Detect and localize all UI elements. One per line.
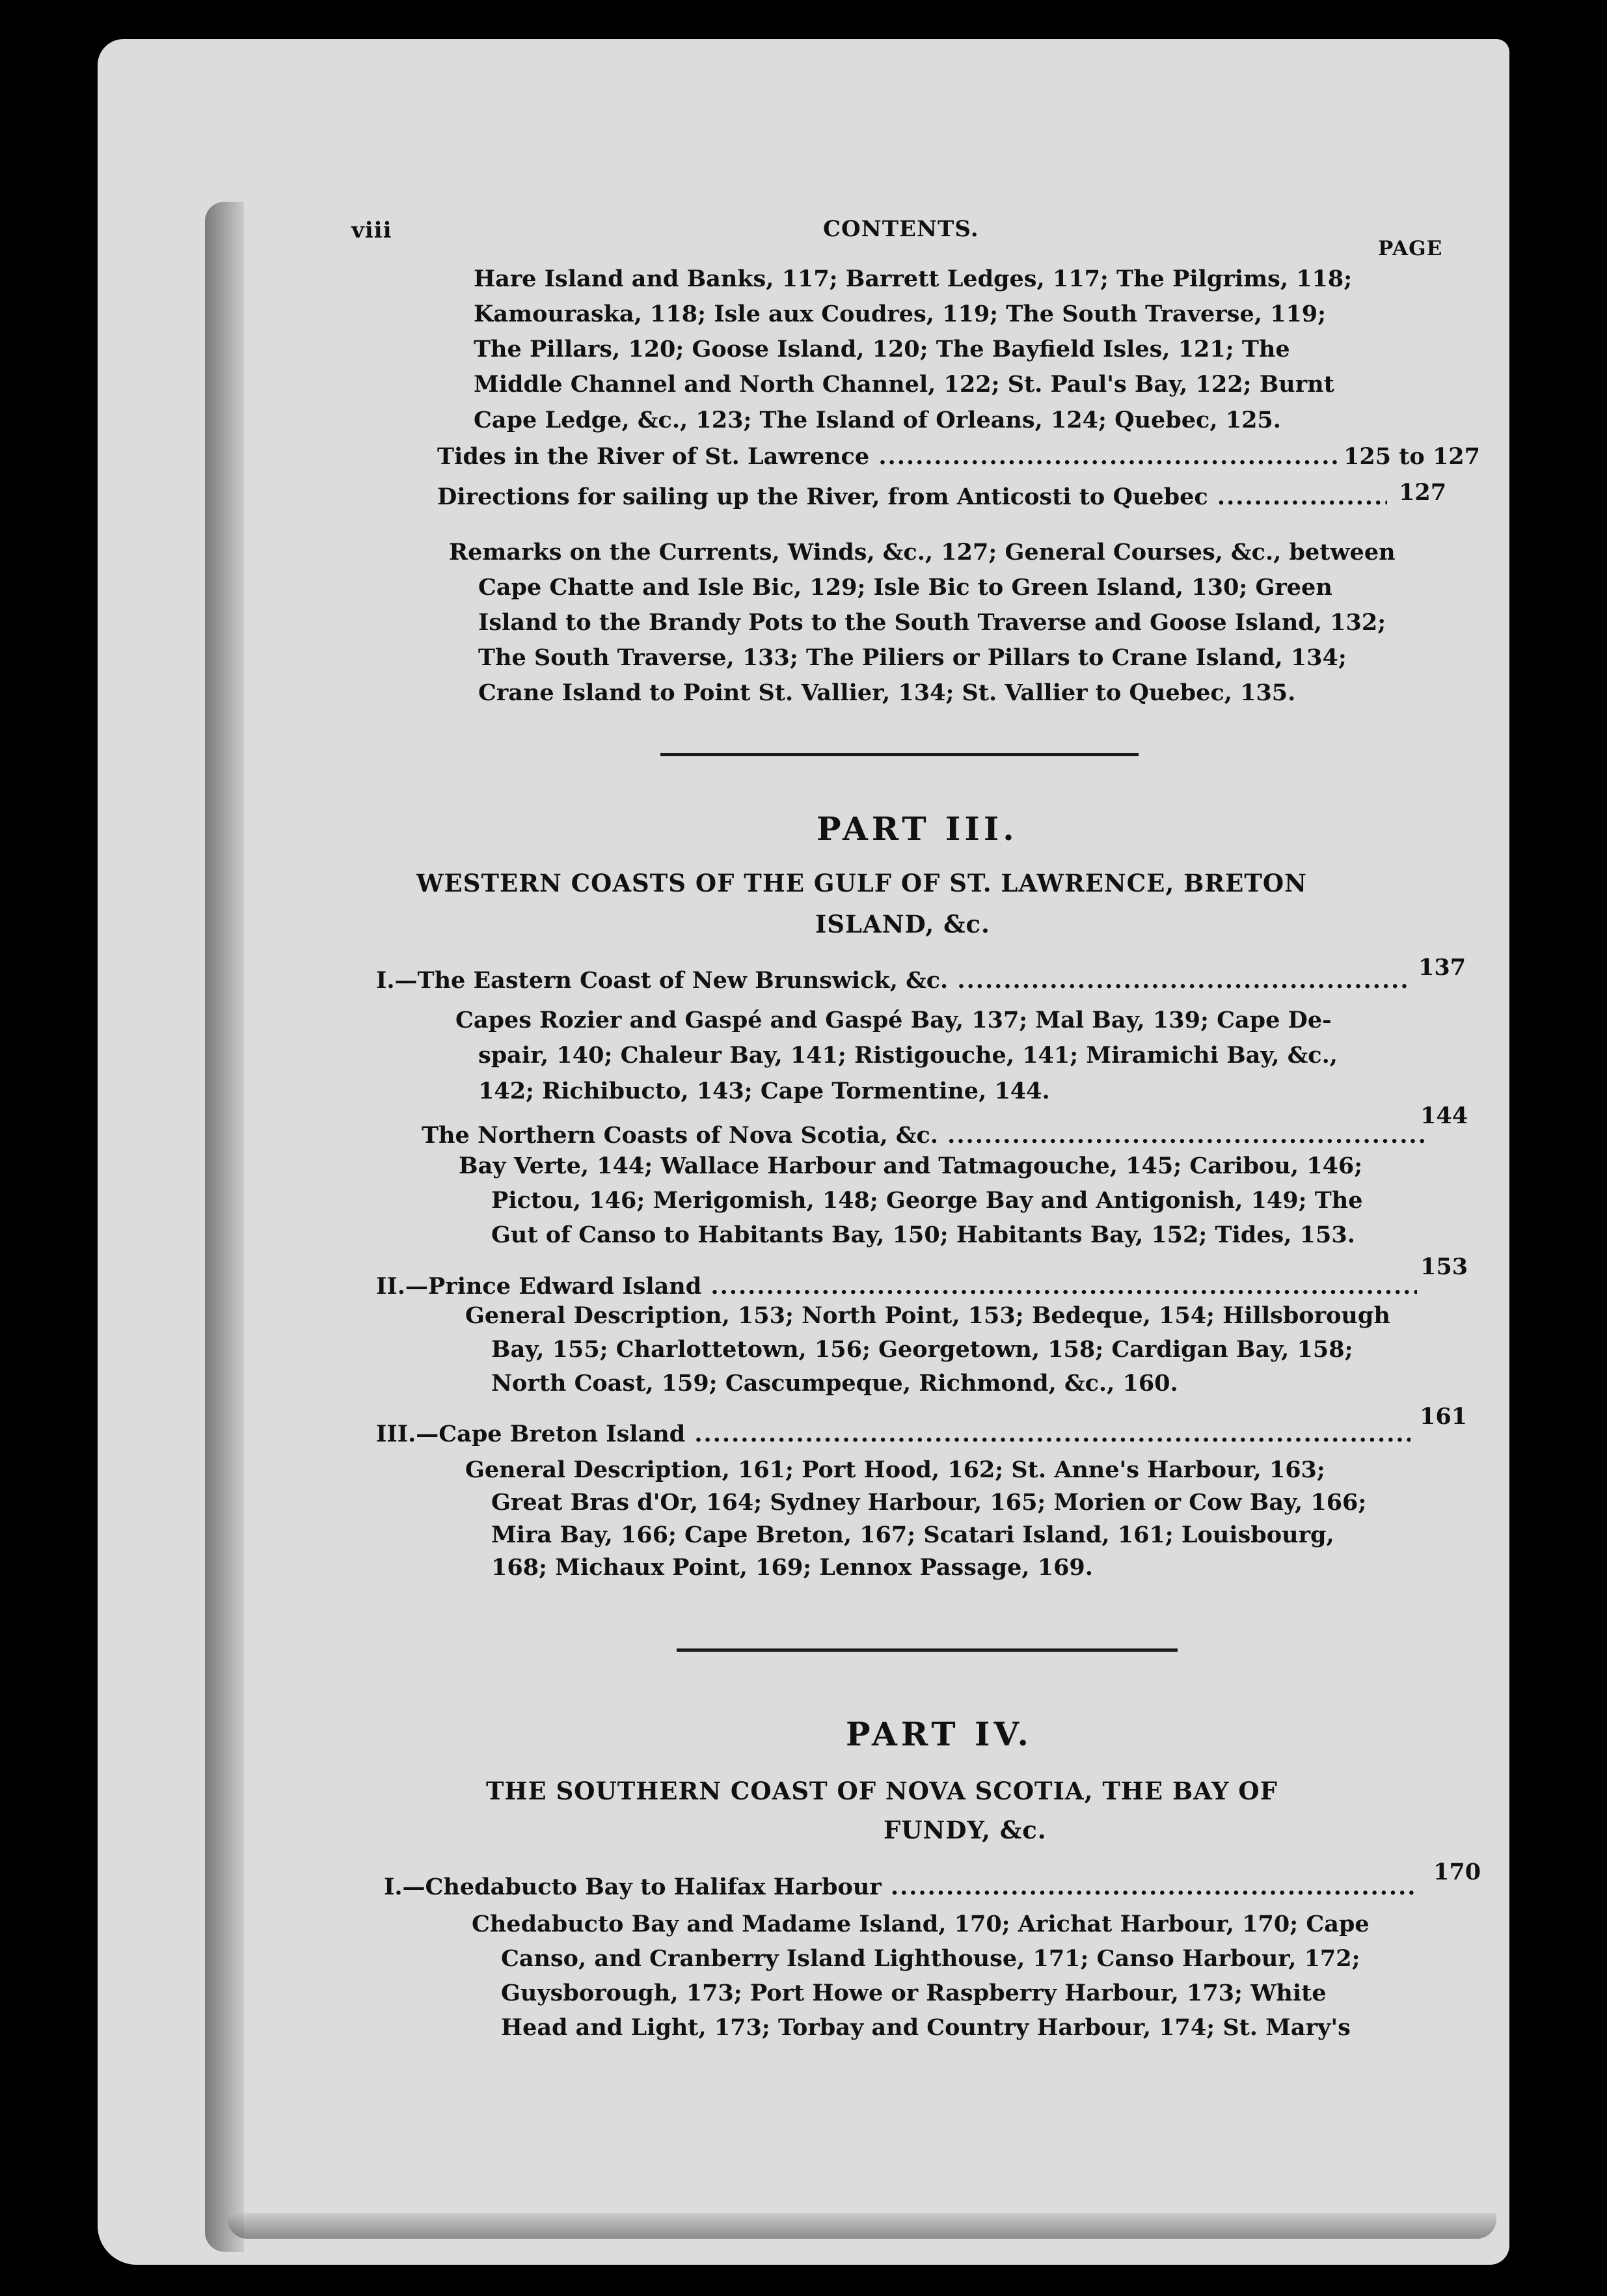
entry-line: North Coast, 159; Cascumpeque, Richmond, &c., 160. xyxy=(491,1370,1178,1397)
section-divider xyxy=(677,1648,1178,1652)
toc-entry: II.—Prince Edward Island ..... xyxy=(376,1272,1417,1301)
entry-line: The South Traverse, 133; The Piliers or Pillars to Crane Island, 134; xyxy=(478,644,1347,671)
page-title: CONTENTS. xyxy=(823,216,979,242)
page-number: 170 xyxy=(1433,1859,1481,1885)
toc-entry-directions: Directions for sailing up the River, from Anticosti to Quebec ..... xyxy=(437,483,1387,512)
entry-line: Chedabucto Bay and Madame Island, 170; Arichat Harbour, 170; Cape xyxy=(472,1911,1370,1937)
entry-line: Crane Island to Point St. Vallier, 134; St. Vallier to Quebec, 135. xyxy=(478,679,1296,706)
entry-line: Bay Verte, 144; Wallace Harbour and Tatmagouche, 145; Caribou, 146; xyxy=(459,1153,1363,1179)
part-title-line: WESTERN COASTS OF THE GULF OF ST. LAWRENCE, BRETON xyxy=(416,869,1307,897)
page-number: 137 xyxy=(1418,954,1466,981)
part-heading: PART IV. xyxy=(846,1715,1033,1753)
page-column-label: PAGE xyxy=(1378,237,1443,260)
entry-line: Island to the Brandy Pots to the South Traverse and Goose Island, 132; xyxy=(478,609,1386,636)
entry-line: 142; Richibucto, 143; Cape Tormentine, 144. xyxy=(478,1078,1050,1104)
page-number: 153 xyxy=(1420,1253,1468,1280)
page-numeral: viii xyxy=(351,217,392,243)
entry-line: Gut of Canso to Habitants Bay, 150; Habitants Bay, 152; Tides, 153. xyxy=(491,1222,1355,1248)
entry-line: Bay, 155; Charlottetown, 156; Georgetown, 158; Cardigan Bay, 158; xyxy=(491,1336,1353,1363)
entry-line: Middle Channel and North Channel, 122; St. Paul's Bay, 122; Burnt xyxy=(474,371,1334,398)
entry-line: Head and Light, 173; Torbay and Country Harbour, 174; St. Mary's xyxy=(501,2014,1351,2041)
toc-entry: The Northern Coasts of Nova Scotia, &c. ..... xyxy=(422,1121,1427,1150)
entry-line: 168; Michaux Point, 169; Lennox Passage, 169. xyxy=(491,1554,1093,1581)
section-divider xyxy=(660,753,1139,756)
page-number: 161 xyxy=(1420,1403,1468,1430)
entry-line: spair, 140; Chaleur Bay, 141; Ristigouche, 141; Miramichi Bay, &c., xyxy=(478,1042,1338,1069)
entry-line: General Description, 161; Port Hood, 162; St. Anne's Harbour, 163; xyxy=(465,1456,1325,1483)
page-number: 144 xyxy=(1420,1102,1468,1129)
entry-line: Kamouraska, 118; Isle aux Coudres, 119; The South Traverse, 119; xyxy=(474,301,1327,327)
part-title-line: ISLAND, &c. xyxy=(815,910,990,938)
entry-line: Great Bras d'Or, 164; Sydney Harbour, 165; Morien or Cow Bay, 166; xyxy=(491,1489,1367,1516)
part-heading: PART III. xyxy=(817,810,1018,848)
part-title-line: FUNDY, &c. xyxy=(884,1816,1047,1844)
entry-line: Remarks on the Currents, Winds, &c., 127; General Courses, &c., between xyxy=(449,539,1396,566)
entry-line: General Description, 153; North Point, 153; Bedeque, 154; Hillsborough xyxy=(465,1302,1390,1329)
entry-line: Cape Ledge, &c., 123; The Island of Orleans, 124; Quebec, 125. xyxy=(474,407,1281,433)
entry-line: Cape Chatte and Isle Bic, 129; Isle Bic to Green Island, 130; Green xyxy=(478,574,1332,601)
page-number: 125 to 127 xyxy=(1344,443,1480,470)
entry-line: Hare Island and Banks, 117; Barrett Ledges, 117; The Pilgrims, 118; xyxy=(474,266,1353,292)
part-title-line: THE SOUTHERN COAST OF NOVA SCOTIA, THE BAY OF xyxy=(486,1777,1278,1805)
toc-entry: III.—Cape Breton Island ..... xyxy=(376,1420,1411,1449)
toc-entry-tides: Tides in the River of St. Lawrence ..... xyxy=(437,443,1338,471)
entry-line: Mira Bay, 166; Cape Breton, 167; Scatari Island, 161; Louisbourg, xyxy=(491,1522,1334,1548)
toc-entry: I.—The Eastern Coast of New Brunswick, &c. ..... xyxy=(376,966,1411,995)
entry-line: Guysborough, 173; Port Howe or Raspberry Harbour, 173; White xyxy=(501,1980,1327,2006)
entry-line: Pictou, 146; Merigomish, 148; George Bay and Antigonish, 149; The xyxy=(491,1187,1363,1214)
entry-line: The Pillars, 120; Goose Island, 120; The Bayfield Isles, 121; The xyxy=(474,336,1290,362)
page-number: 127 xyxy=(1399,479,1447,506)
entry-line: Capes Rozier and Gaspé and Gaspé Bay, 137; Mal Bay, 139; Cape De- xyxy=(455,1007,1332,1033)
toc-entry: I.—Chedabucto Bay to Halifax Harbour ..... xyxy=(384,1873,1415,1902)
entry-line: Canso, and Cranberry Island Lighthouse, 171; Canso Harbour, 172; xyxy=(501,1945,1360,1972)
